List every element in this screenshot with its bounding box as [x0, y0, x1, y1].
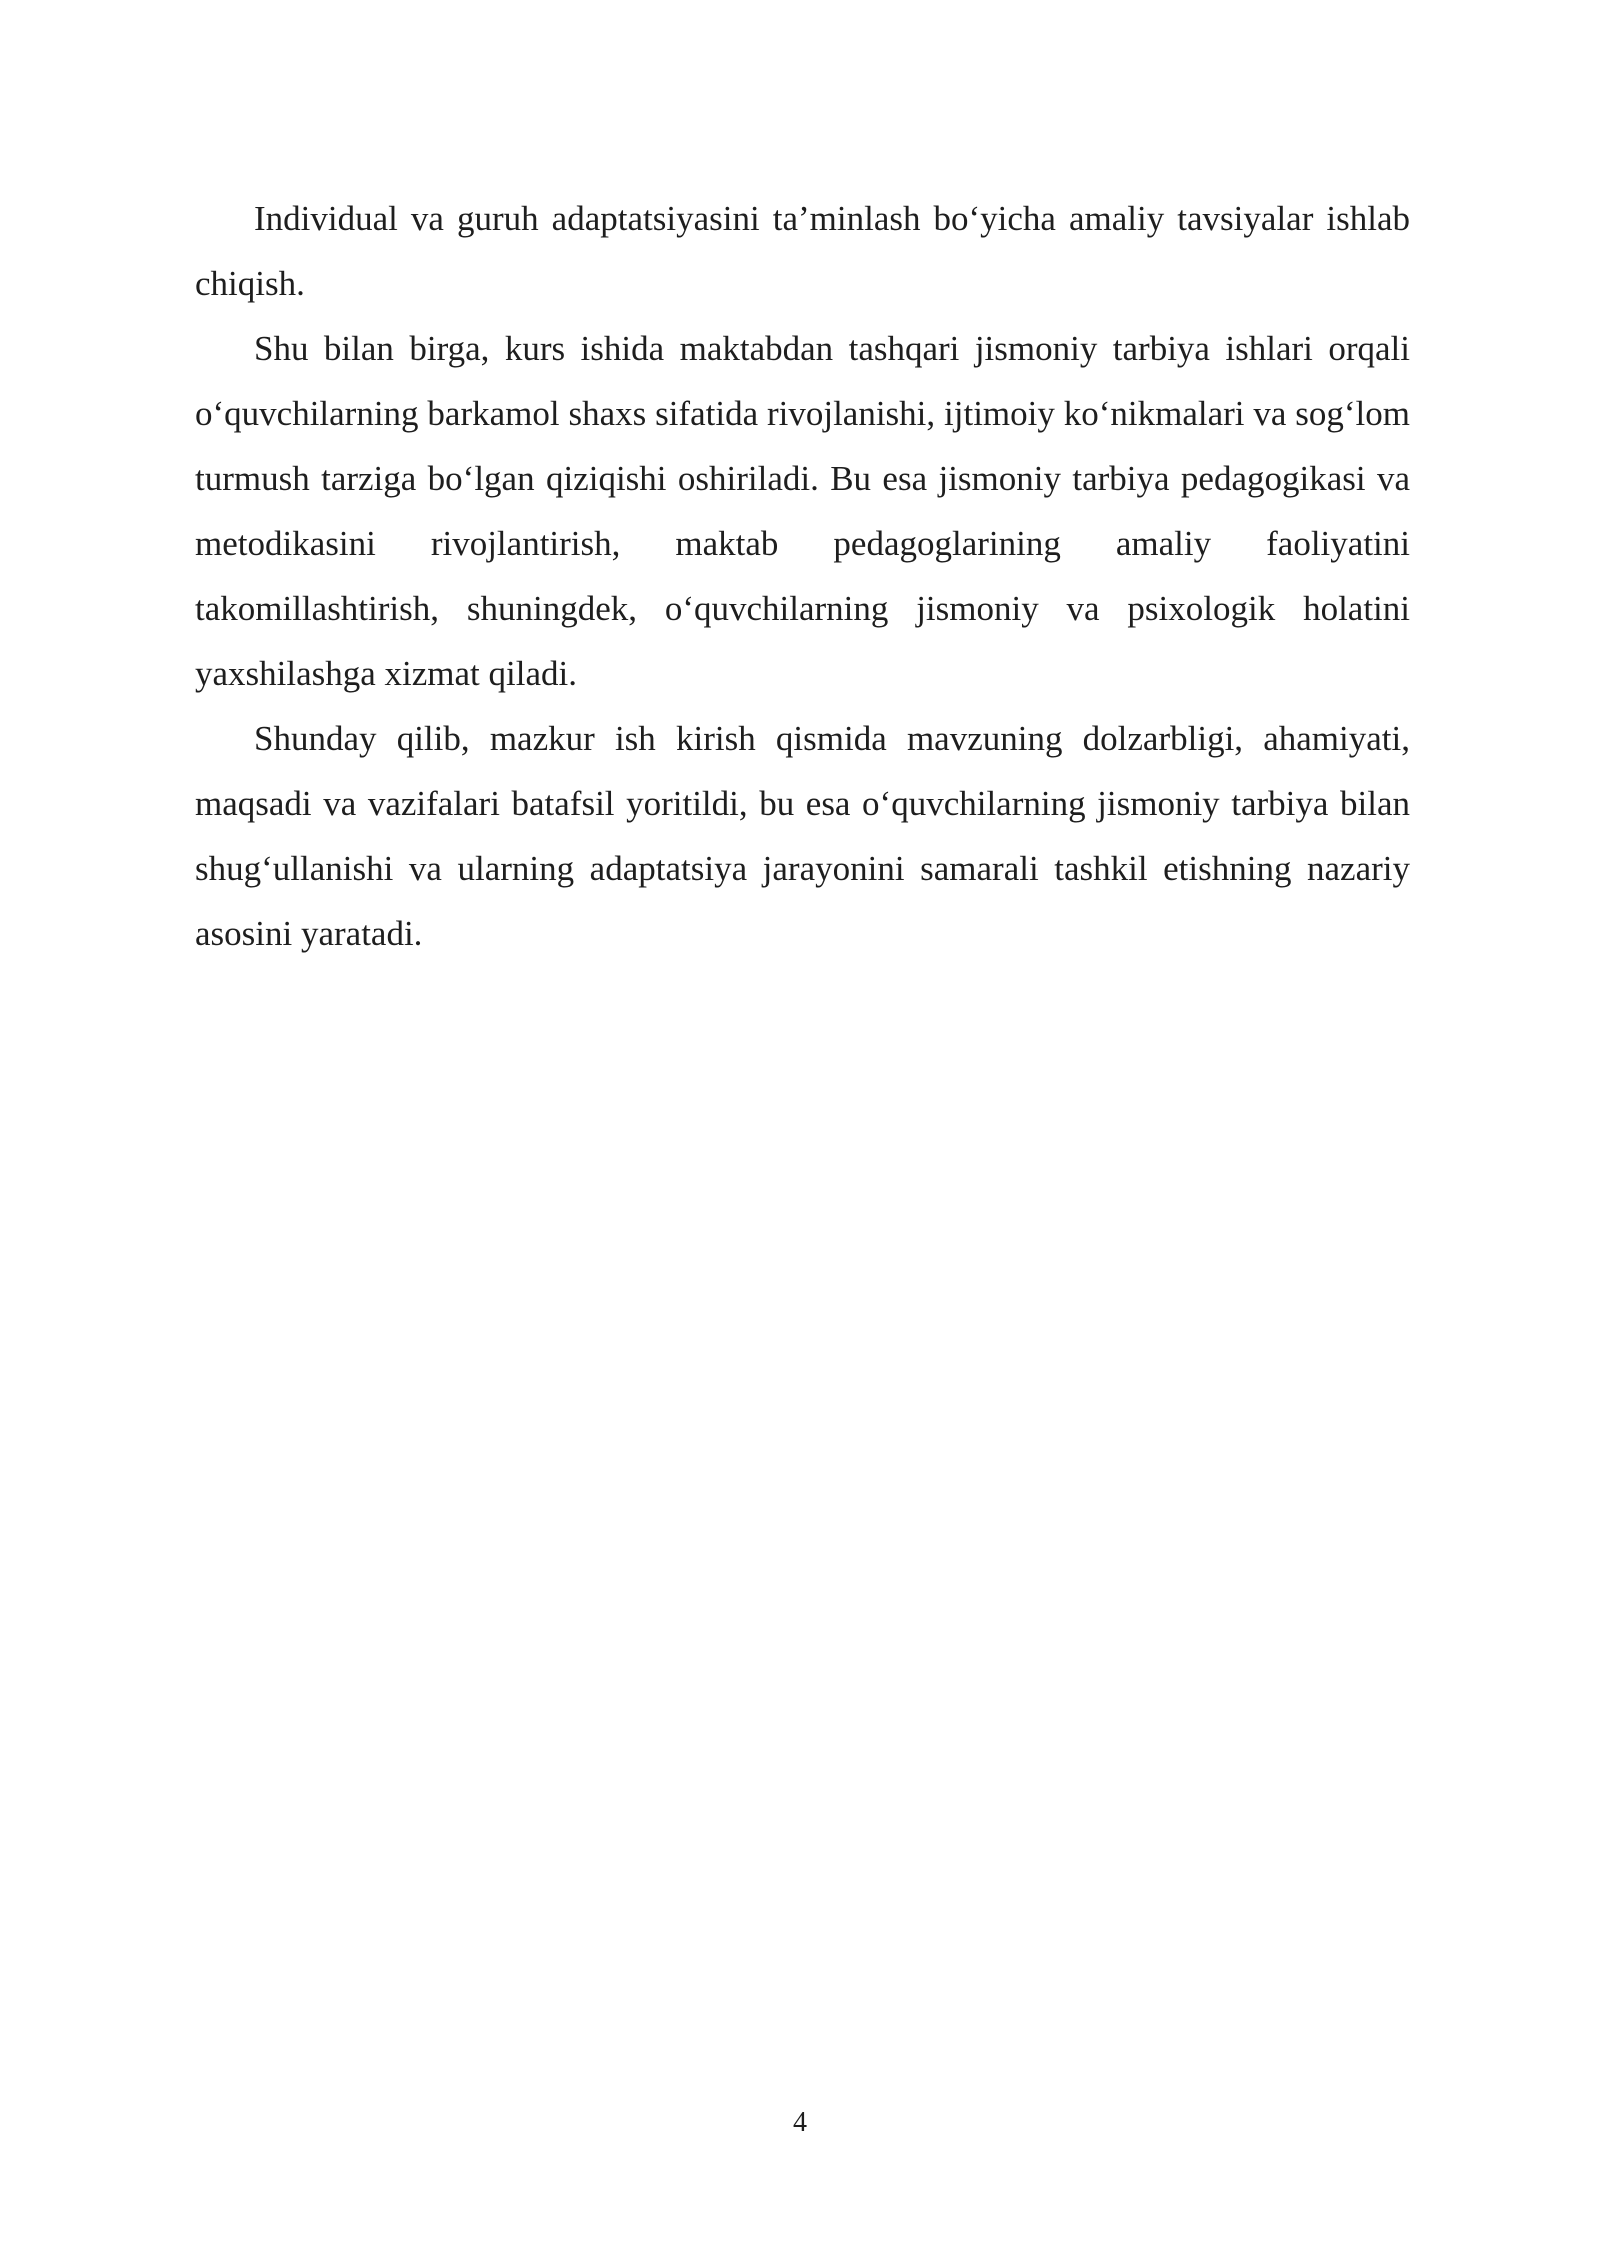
- paragraph-conclusion: Shunday qilib, mazkur ish kirish qismida mavzuning dolzarbligi, ahamiyati, maqsadi va vazifalari batafsil yoritildi, bu esa o‘quvchilarning jismoniy tarbiya bilan shug‘ullanishi va ularning adaptatsiya jarayonini samarali tashkil etishning nazariy asosini yaratadi.: [195, 719, 1410, 953]
- page-number: 4: [793, 2107, 807, 2138]
- paragraph-extracurricular: Shu bilan birga, kurs ishida maktabdan tashqari jismoniy tarbiya ishlari orqali o‘quvchilarning barkamol shaxs sifatida rivojlanishi, ijtimoiy ko‘nikmalari va sog‘lom turmush tarziga bo‘lgan qiziqishi oshiriladi. Bu esa jismoniy tarbiya pedagogikasi va metodikasini rivojlantirish, maktab pedagoglarining amaliy faoliyatini takomillashtirish, shuningdek, o‘quvchilarning jismoniy va psixologik holatini yaxshilashga xizmat qiladi.: [195, 329, 1410, 693]
- body-text: [195, 186, 1410, 966]
- paragraph-recommendations: Individual va guruh adaptatsiyasini ta’minlash bo‘yicha amaliy tavsiyalar ishlab chiqish.: [195, 199, 1410, 303]
